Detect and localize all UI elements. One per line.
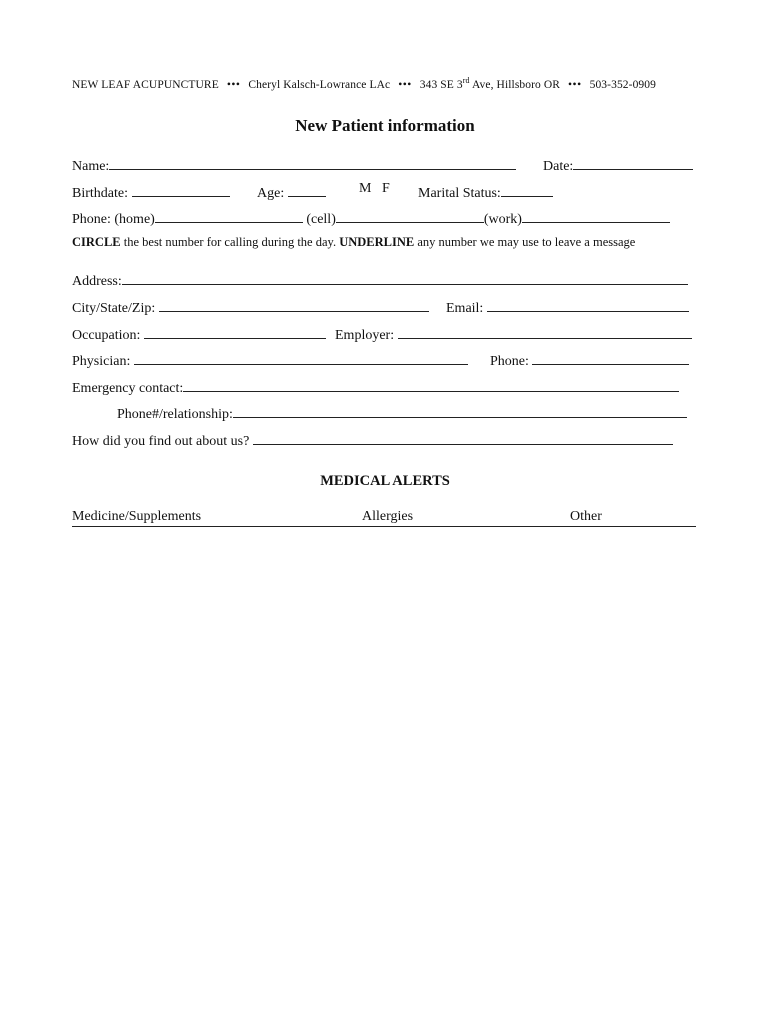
email-field[interactable] <box>487 296 689 312</box>
employer-row <box>335 323 692 344</box>
email-row <box>446 296 689 317</box>
physician-phone-field[interactable] <box>532 349 689 365</box>
city-label: City/State/Zip: <box>72 301 156 316</box>
date-label: Date: <box>543 159 574 174</box>
referral-label: How did you find out about us? <box>72 434 250 449</box>
city-field[interactable] <box>159 296 429 312</box>
referral-field[interactable] <box>253 429 673 445</box>
phone-instructions: CIRCLE the best number for calling during the day. UNDERLINE any number we may use to leave a message <box>72 235 636 249</box>
name-label: Name: <box>72 159 110 174</box>
occupation-field[interactable] <box>144 323 326 339</box>
separator: ••• <box>568 78 582 91</box>
form-title: New Patient information <box>295 116 475 135</box>
relationship-row <box>117 402 687 423</box>
employer-field[interactable] <box>398 323 692 339</box>
medical-alerts-heading: MEDICAL ALERTS <box>320 473 450 489</box>
practice-phone: 503-352-0909 <box>589 78 656 91</box>
phone-home-label: Phone: (home) <box>72 212 155 227</box>
name-field[interactable] <box>109 154 516 170</box>
email-label: Email: <box>446 301 484 316</box>
other-column-label: Other <box>570 509 602 524</box>
sex-options[interactable]: M F <box>359 181 390 196</box>
physician-phone-row <box>490 349 689 370</box>
address-label: Address: <box>72 274 122 289</box>
medical-alerts-row[interactable] <box>72 509 696 527</box>
city-row <box>72 296 429 317</box>
referral-row <box>72 429 673 450</box>
birthdate-label: Birthdate: <box>72 186 128 201</box>
separator: ••• <box>398 78 412 91</box>
birthdate-field[interactable] <box>132 181 230 197</box>
physician-field[interactable] <box>134 349 468 365</box>
relationship-field[interactable] <box>233 402 687 418</box>
occupation-label: Occupation: <box>72 328 141 343</box>
marital-label: Marital Status: <box>418 186 501 201</box>
physician-label: Physician: <box>72 354 131 369</box>
phone-work-field[interactable] <box>522 207 670 223</box>
date-field[interactable] <box>573 154 693 170</box>
physician-row <box>72 349 468 370</box>
phone-cell-label: (cell) <box>306 212 336 227</box>
emergency-label: Emergency contact: <box>72 381 184 396</box>
medicine-column-label: Medicine/Supplements <box>72 509 202 524</box>
age-field[interactable] <box>288 181 326 197</box>
birthdate-row <box>72 181 230 202</box>
separator: ••• <box>226 78 241 91</box>
physician-phone-label: Phone: <box>490 354 529 369</box>
age-label: Age: <box>257 186 285 201</box>
practice-address: 343 SE 3rd Ave, Hillsboro OR <box>419 76 561 91</box>
letterhead <box>72 76 656 91</box>
address-field[interactable] <box>122 269 688 285</box>
employer-label: Employer: <box>335 328 395 343</box>
practice-name: NEW LEAF ACUPUNCTURE <box>72 78 219 91</box>
practitioner-name: Cheryl Kalsch-Lowrance LAc <box>248 78 391 91</box>
phone-cell-field[interactable] <box>336 207 484 223</box>
date-row <box>543 154 693 175</box>
age-row <box>257 181 326 202</box>
allergies-column-label: Allergies <box>362 509 414 524</box>
occupation-row <box>72 323 326 344</box>
marital-field[interactable] <box>501 181 553 197</box>
phone-row <box>72 207 670 228</box>
phone-work-label: (work) <box>483 212 522 227</box>
emergency-row <box>72 376 679 397</box>
name-row <box>72 154 516 175</box>
phone-home-field[interactable] <box>155 207 303 223</box>
emergency-field[interactable] <box>183 376 679 392</box>
relationship-label: Phone#/relationship: <box>117 407 233 422</box>
address-row <box>72 269 688 290</box>
marital-row <box>418 181 553 202</box>
